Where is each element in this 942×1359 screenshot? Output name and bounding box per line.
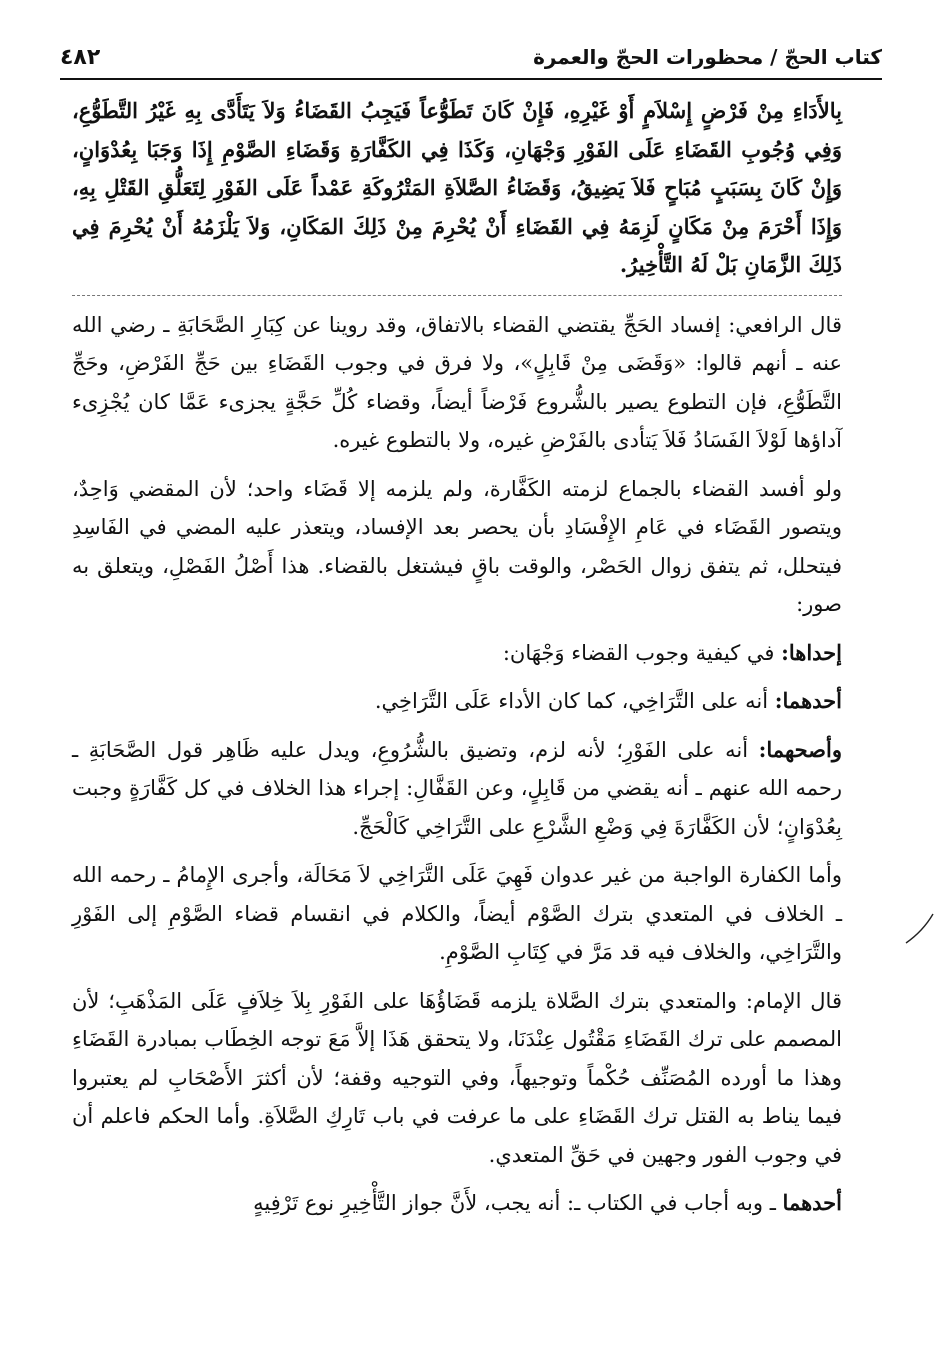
running-title: كتاب الحجّ / محظورات الحجّ والعمرة [533, 45, 882, 69]
commentary-paragraph [72, 1184, 842, 1223]
paragraph-text: ـ وبه أجاب في الكتاب ـ: أنه يجب، لأَنَّ جواز التَّأْخِيرِ نوع تَرْفِيهٍ [253, 1191, 783, 1215]
page-body [72, 92, 842, 1233]
paragraph-text: أنه على الفَوْرِ؛ لأنه لزم، وتضيق بالشُّرُوعِ، ويدل عليه ظَاهِر قول الصَّحَابَةِ ـ رحمه الله عنهم ـ أنه يقضي من قَابِلٍ، وعن القَفَّالِ: إجراء هذا الخلاف في كل كَفَّارَةٍ وجبت بِعُدْوَانٍ؛ لأن الكَفَّارَةَ فِي وَضْعِ الشَّرْعِ على التَّرَاخِي كَالْحَجِّ. [72, 737, 842, 839]
commentary-paragraph [72, 856, 842, 972]
running-header [60, 38, 882, 76]
paragraph-lead: أحدهما [782, 1190, 842, 1215]
page-number: ٤٨٢ [60, 44, 101, 70]
header-rule [60, 78, 882, 80]
margin-pen-stroke [904, 912, 934, 946]
commentary-paragraph [72, 982, 842, 1175]
paragraph-lead: إحداها: [781, 639, 842, 665]
commentary-paragraph [72, 731, 842, 847]
paragraph-text: ولو أفسد القضاء بالجماع لزمته الكَفَّارة، ولم يلزمه إلا قَضَاء واحد؛ لأن المقضي وَاحِدٌ، ويتصور القَضَاء في عَامِ الإِفْسَادِ بأن يحصر بعد الإفساد، ويتعذر عليه المضي في الفَاسِدِ فيتحلل، ثم يتفق زوال الحَصْر، والوقت باقٍ فيشتغل بالقضاء. هذا أَصْلُ الفَصْلِ، ويتعلق به صور: [72, 476, 842, 616]
commentary-paragraph [72, 470, 842, 624]
commentary-paragraph [72, 682, 842, 721]
matn-paragraph: بِالأَدَاءِ مِنْ فَرْضٍ إِسْلاَمٍ أَوْ غَيْرِهِ، فَإِنْ كَانَ تَطَوُّعاً فَيَجِبُ القَضَاءُ وَلاَ يَتَأَدَّى بِهِ غَيْرُ التَّطَوُّعِ، وَفِي وُجُوبِ القَضَاءِ عَلَى الفَوْرِ وَجْهَانِ، وَكَذَا فِي الكَفَّارَةِ وَقَضَاءِ الصَّوْمِ إِذَا وَجَبَا بِعُدْوَانٍ، وَإِنْ كَانَ بِسَبَبٍ مُبَاحٍ فَلاَ يَضِيقُ، وَقَضَاءُ الصَّلاَةِ المَتْرُوكَةِ عَمْداً عَلَى الفَوْرِ لِتَعَلُّقِ القَتْلِ بِهِ، وَإِذَا أَحْرَمَ مِنْ مَكَانٍ لَزِمَهُ فِي القَضَاءِ أَنْ يُحْرِمَ مِنْ ذَلِكَ المَكَانِ، وَلاَ يَلْزَمُهُ أَنْ يُحْرِمَ فِي ذَلِكَ الزَّمَانِ بَلْ لَهُ التَّأْخِيرُ. [72, 98, 842, 277]
commentary-paragraph [72, 634, 842, 673]
paragraph-text: وأما الكفارة الواجبة من غير عدوان فَهِيَ عَلَى التَّرَاخِي لاَ مَحَالَة، وأجرى الإِمامُ ـ رحمه الله ـ الخلاف في المتعدي بترك الصَّوْم أيضاً، والكلام في انقسام قضاء الصَّوْمِ إلى الفَوْرِ والتَّرَاخِي، والخلاف فيه قد مَرَّ في كِتَابِ الصَّوْمِ. [72, 863, 842, 964]
paragraph-text: في كيفية وجوب القضاء وَجْهَان: [502, 640, 782, 665]
paragraph-text: أنه على التَّرَاخِي، كما كان الأداء عَلَى التَّرَاخِي. [374, 689, 775, 713]
paragraph-text: قال الإمام: والمتعدي بترك الصَّلاة يلزمه قَضَاؤُهَا على الفَوْرِ بِلاَ خِلاَفٍ عَلَى المَذْهَبِ؛ لأن المصمم على ترك القَضَاءِ مَقْتُول عِنْدَنَا، ولا يتحقق هَذَا إلاَّ مَعَ توجه الخِطَاب بمبادرة القَضَاءِ وهذا ما أورده المُصَنِّف حُكْماً وتوجيهاً، وفي التوجيه وقفة؛ لأن أكثرَ الأَصْحَابِ لم يعتبروا فيما يناط به القتل ترك القَضَاءِ على ما عرفت في باب تَارِكِ الصَّلاَةِ. وأما الحكم فاعلم أن في وجوب الفور وجهين في حَقِّ المتعدي. [72, 988, 842, 1167]
commentary-paragraph [72, 306, 842, 460]
paragraph-text: قال الرافعي: إفساد الحَجِّ يقتضي القضاء بالاتفاق، وقد روينا عن كِبَارِ الصَّحَابَةِ ـ رضي الله عنه ـ أنهم قالوا: «وَقَضَى مِنْ قَابِلٍ»، ولا فرق في وجوب القَضَاءِ بين حَجِّ الفَرْضِ، وحَجِّ التَّطَوُّعِ، فإن التطوع يصير بالشُّروع فَرْضاً أيضاً، وقضاء كُلِّ حَجَّةٍ يجزىء عَمَّا كان يُجْزِىء آداؤها لَوْلاَ الفَسَادُ فَلاَ يَتأدى بالفَرْضِ غيره، ولا بالتطوع غيره. [72, 312, 842, 452]
paragraph-lead: أحدهما: [774, 688, 842, 713]
paragraph-lead: وأصحهما: [758, 736, 842, 762]
matn-separator [72, 295, 842, 296]
